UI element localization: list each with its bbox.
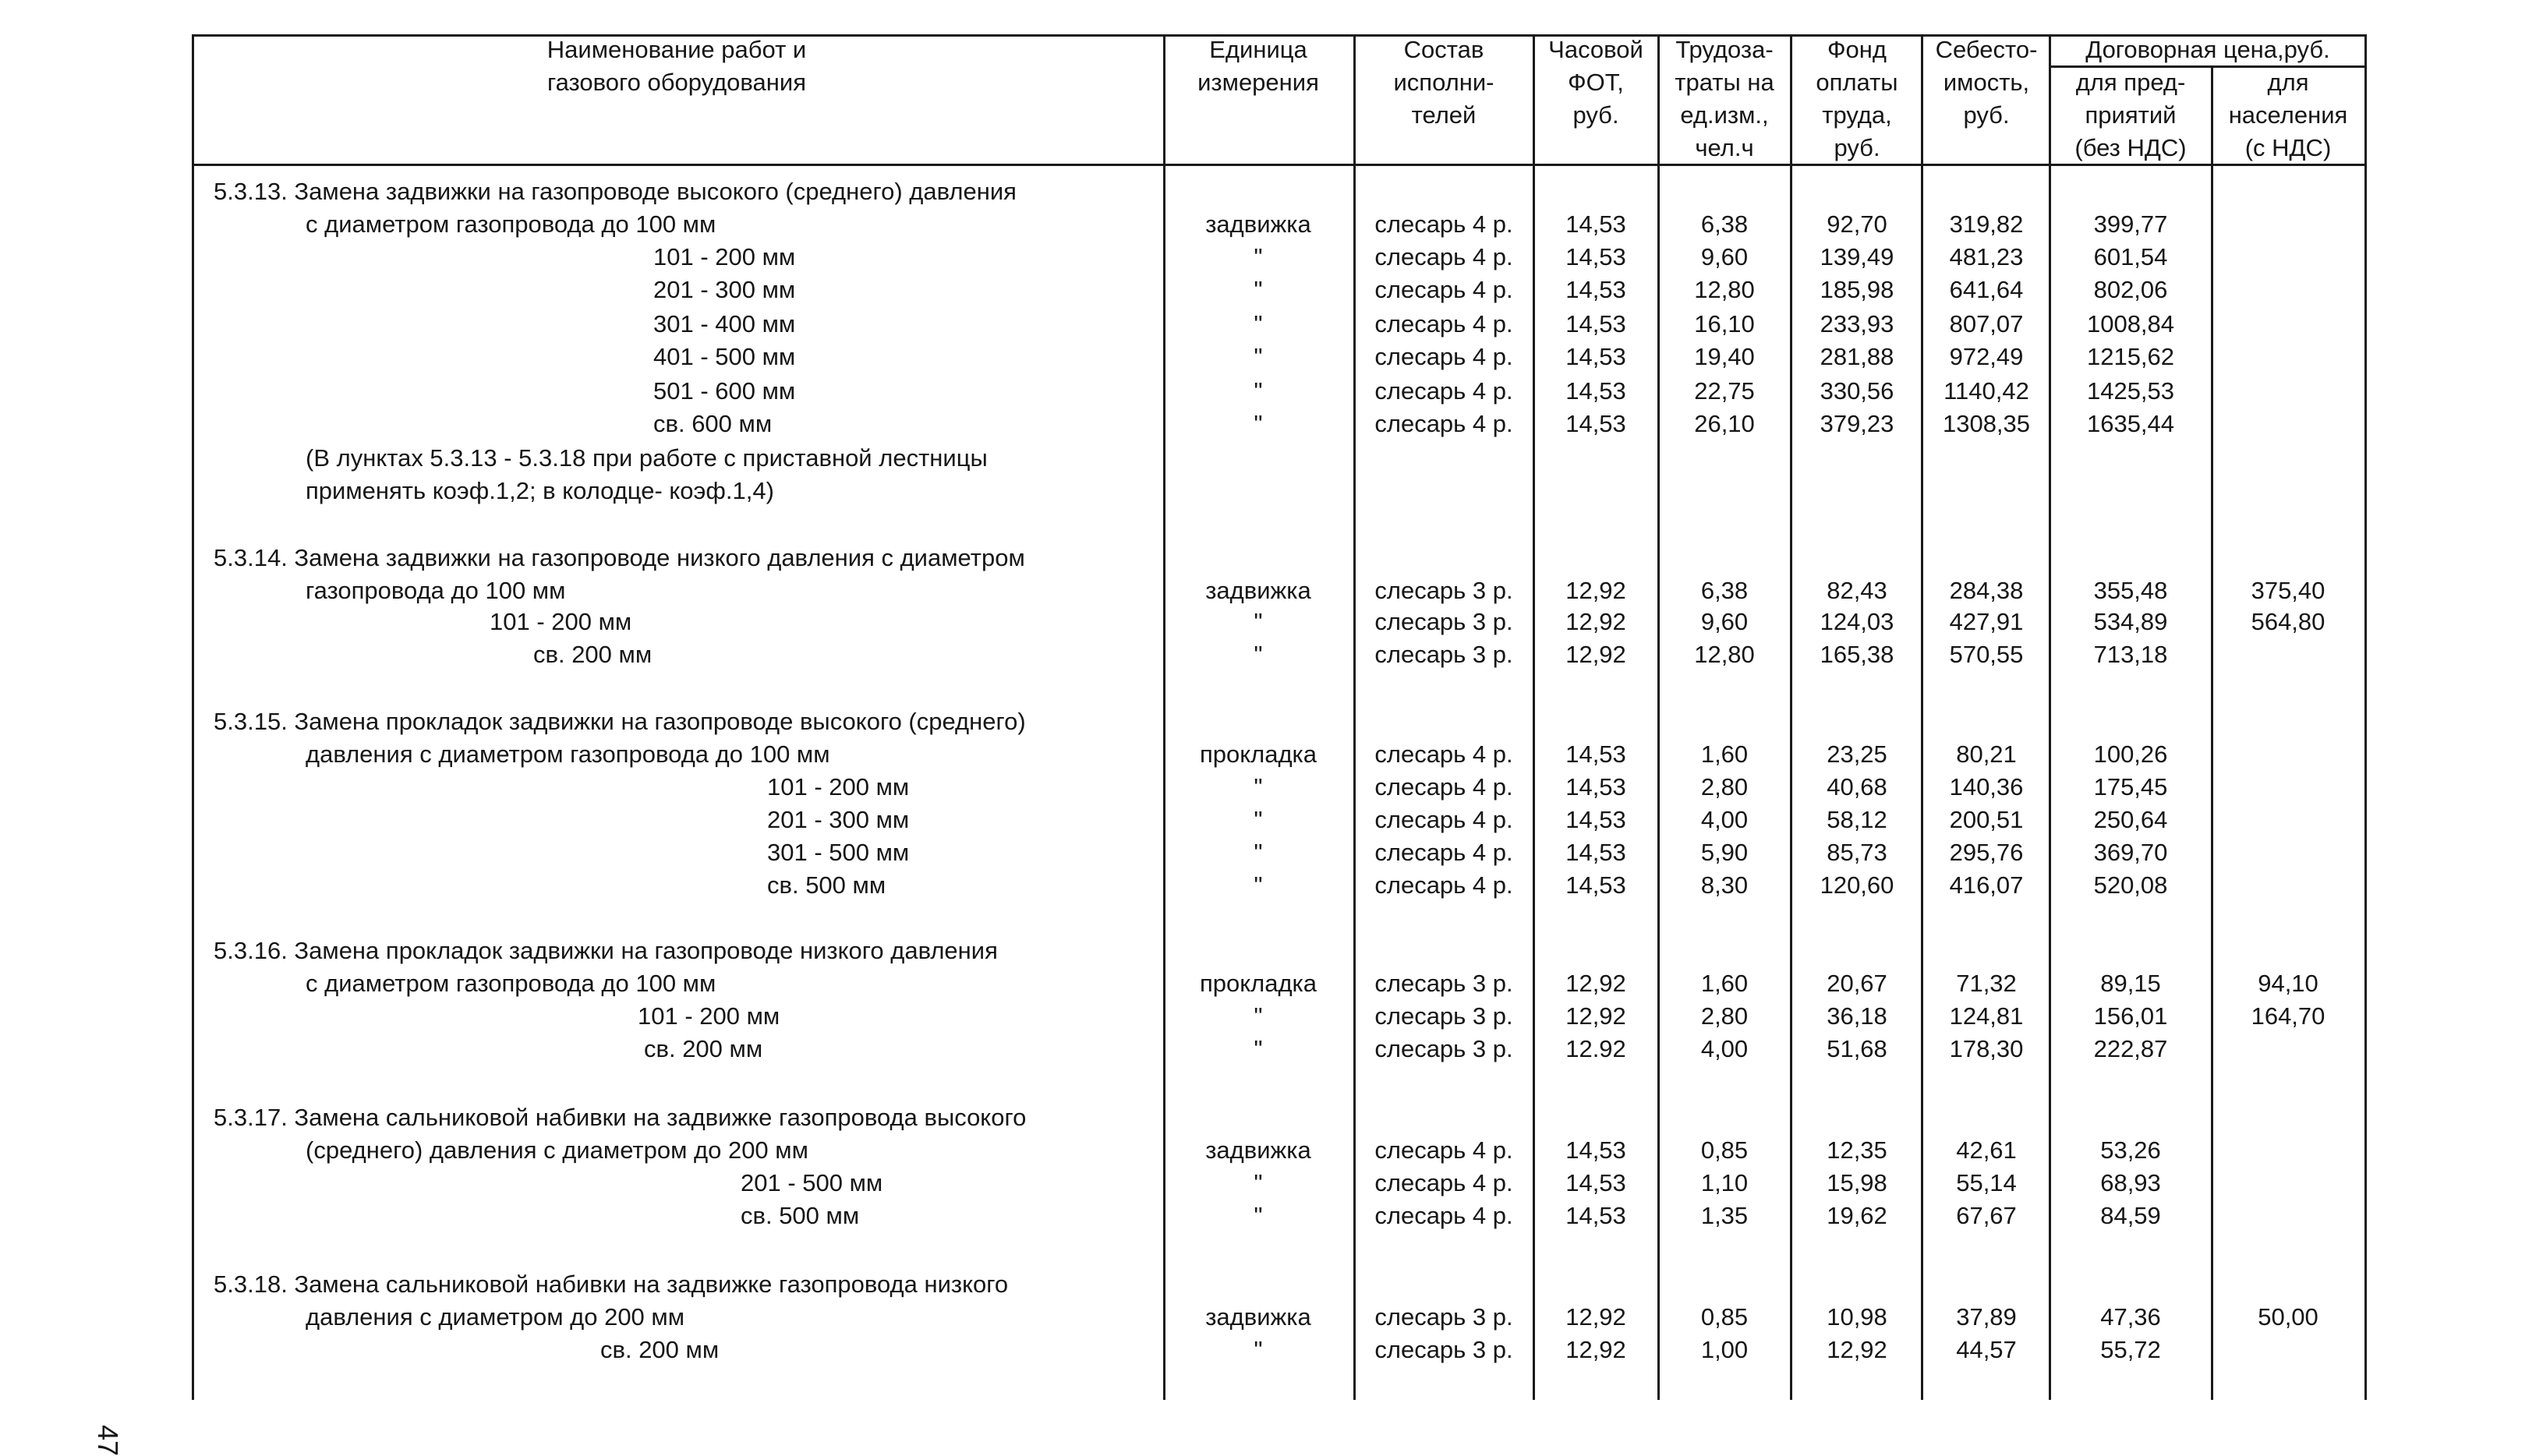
labor-cell: 12,80 [1694,641,1755,668]
unit-cell: задвижка [1205,1136,1311,1164]
price-enterprise-cell: 84,59 [2100,1202,2161,1229]
item-diameter: 501 - 600 мм [653,377,796,405]
wage-fund-cell: 165,38 [1820,641,1894,668]
header-labor-line-1: Трудоза- [1675,36,1774,63]
staff-cell: слесарь 4 р. [1374,1169,1513,1196]
price-enterprise-cell: 601,54 [2093,243,2168,270]
header-name-line-2: газового оборудования [547,69,806,96]
header-fot-line-2: ФОТ, [1568,69,1624,96]
staff-cell: слесарь 3 р. [1374,577,1513,604]
column-divider [1921,34,1923,1400]
column-divider [192,34,194,1400]
labor-cell: 4,00 [1700,806,1749,833]
hourly-fot-cell: 14,53 [1565,243,1626,270]
item-description: газопровода до 100 мм [306,577,566,604]
price-enterprise-cell: 369,70 [2093,839,2168,866]
item-diameter: 201 - 300 мм [653,276,796,303]
labor-cell: 8,30 [1700,871,1749,899]
cost-cell: 416,07 [1949,871,2024,899]
item-diameter: 201 - 500 мм [741,1169,883,1196]
header-fot-line-1: Часовой [1548,36,1643,63]
item-diameter: св. 200 мм [644,1035,763,1062]
hourly-fot-cell: 12,92 [1565,1002,1626,1030]
item-description: с диаметром газопровода до 100 мм [306,210,716,238]
labor-cell: 19,40 [1694,343,1755,370]
wage-fund-cell: 40,68 [1827,773,1887,800]
section-5-3-16-title: 5.3.16. Замена прокладок задвижки на газопроводе низкого давления [214,937,998,964]
unit-cell: " [1254,1169,1263,1196]
wage-fund-cell: 36,18 [1827,1002,1887,1030]
header-staff-line-3: телей [1411,101,1477,129]
cost-cell: 427,91 [1949,608,2024,635]
column-divider [2049,34,2051,1400]
cost-cell: 972,49 [1949,343,2024,370]
cost-cell: 1140,42 [1944,377,2029,405]
header-fund-line-4: руб. [1834,134,1880,161]
cost-cell: 140,36 [1949,773,2024,800]
hourly-fot-cell: 14,53 [1565,377,1626,405]
unit-cell: " [1254,276,1263,303]
unit-cell: " [1254,243,1263,270]
header-cost-line-1: Себесто- [1935,36,2038,63]
labor-cell: 22,75 [1694,377,1755,405]
staff-cell: слесарь 3 р. [1374,1035,1513,1062]
wage-fund-cell: 379,23 [1820,410,1894,437]
labor-cell: 0,85 [1700,1303,1749,1331]
cost-cell: 42,61 [1956,1136,2017,1164]
cost-cell: 178,30 [1949,1035,2024,1062]
section-5-3-14-title: 5.3.14. Замена задвижки на газопроводе низкого давления с диаметром [214,544,1025,571]
wage-fund-cell: 12,35 [1827,1136,1887,1164]
header-bottom-border [192,164,2367,166]
hourly-fot-cell: 14,53 [1565,410,1626,437]
section-5-3-15-title: 5.3.15. Замена прокладок задвижки на газопроводе высокого (среднего) [214,708,1026,735]
cost-cell: 295,76 [1949,839,2024,866]
labor-cell: 1,00 [1700,1336,1749,1363]
hourly-fot-cell: 14,53 [1565,210,1626,238]
wage-fund-cell: 139,49 [1820,243,1894,270]
cost-cell: 641,64 [1949,276,2024,303]
hourly-fot-cell: 14,53 [1565,1202,1626,1229]
price-enterprise-cell: 534,89 [2093,608,2168,635]
hourly-fot-cell: 14,53 [1565,276,1626,303]
price-enterprise-cell: 355,48 [2093,577,2168,604]
header-population-line-2: населения [2228,101,2348,129]
item-diameter: св. 600 мм [653,410,773,437]
item-diameter: 101 - 200 мм [490,608,632,635]
column-divider [1790,34,1792,1400]
staff-cell: слесарь 4 р. [1374,740,1513,768]
unit-cell: " [1254,410,1263,437]
header-fund-line-2: оплаты [1816,69,1898,96]
item-diameter: св. 500 мм [767,871,886,899]
price-enterprise-cell: 1635,44 [2086,410,2175,437]
header-name-line-1: Наименование работ и [546,36,807,63]
labor-cell: 6,38 [1700,210,1749,238]
item-description: (среднего) давления с диаметром до 200 мм [306,1136,808,1164]
column-divider [1163,34,1165,1400]
staff-cell: слесарь 3 р. [1374,608,1513,635]
header-staff-line-1: Состав [1403,36,1484,63]
staff-cell: слесарь 4 р. [1374,806,1513,833]
price-population-cell: 375,40 [2251,577,2325,604]
hourly-fot-cell: 12,92 [1565,970,1626,997]
price-enterprise-cell: 100,26 [2093,740,2168,768]
item-diameter: 101 - 200 мм [767,773,910,800]
staff-cell: слесарь 4 р. [1374,773,1513,800]
staff-cell: слесарь 3 р. [1374,1002,1513,1030]
labor-cell: 12,80 [1694,276,1755,303]
unit-cell: " [1254,1035,1263,1062]
hourly-fot-cell: 14,53 [1565,740,1626,768]
item-diameter: 101 - 200 мм [653,243,796,270]
wage-fund-cell: 185,98 [1820,276,1894,303]
wage-fund-cell: 330,56 [1820,377,1894,405]
cost-cell: 570,55 [1949,641,2024,668]
unit-cell: " [1254,377,1263,405]
staff-cell: слесарь 3 р. [1374,641,1513,668]
hourly-fot-cell: 12,92 [1565,1303,1626,1331]
wage-fund-cell: 20,67 [1827,970,1887,997]
wage-fund-cell: 233,93 [1820,310,1894,337]
price-enterprise-cell: 802,06 [2093,276,2168,303]
price-enterprise-cell: 250,64 [2093,806,2168,833]
unit-cell: задвижка [1205,1303,1311,1331]
section-note: (В лунктах 5.3.13 - 5.3.18 при работе с приставной лестницы [306,444,988,472]
header-enterprise-line-3: (без НДС) [2074,134,2187,161]
item-diameter: 101 - 200 мм [638,1002,780,1030]
column-divider [2211,65,2213,1400]
unit-cell: " [1254,343,1263,370]
price-enterprise-cell: 399,77 [2093,210,2168,238]
labor-cell: 1,35 [1700,1202,1749,1229]
wage-fund-cell: 10,98 [1827,1303,1887,1331]
hourly-fot-cell: 12.92 [1565,1035,1626,1062]
hourly-fot-cell: 12,92 [1565,641,1626,668]
header-staff-line-2: исполни- [1393,69,1494,96]
staff-cell: слесарь 4 р. [1374,210,1513,238]
staff-cell: слесарь 4 р. [1374,1202,1513,1229]
item-description: давления с диаметром газопровода до 100 мм [306,740,830,768]
unit-cell: " [1254,806,1263,833]
price-enterprise-cell: 713,18 [2093,641,2168,668]
price-enterprise-cell: 53,26 [2100,1136,2161,1164]
cost-cell: 284,38 [1949,577,2024,604]
price-population-cell: 564,80 [2251,608,2325,635]
header-population-line-3: (с НДС) [2244,134,2332,161]
wage-fund-cell: 15,98 [1827,1169,1887,1196]
header-fund-line-3: труда, [1822,101,1892,129]
price-enterprise-cell: 89,15 [2100,970,2161,997]
item-diameter: св. 200 мм [600,1336,720,1363]
labor-cell: 2,80 [1700,773,1749,800]
cost-cell: 44,57 [1956,1336,2017,1363]
cost-cell: 124,81 [1949,1002,2024,1030]
item-diameter: 201 - 300 мм [767,806,910,833]
price-population-cell: 94,10 [2258,970,2318,997]
wage-fund-cell: 12,92 [1827,1336,1887,1363]
price-enterprise-cell: 222,87 [2093,1035,2168,1062]
wage-fund-cell: 281,88 [1820,343,1894,370]
unit-cell: " [1254,871,1263,899]
cost-cell: 55,14 [1956,1169,2017,1196]
staff-cell: слесарь 4 р. [1374,839,1513,866]
header-cost-line-3: руб. [1963,101,2010,129]
hourly-fot-cell: 14,53 [1565,310,1626,337]
labor-cell: 26,10 [1694,410,1755,437]
wage-fund-cell: 19,62 [1827,1202,1887,1229]
wage-fund-cell: 58,12 [1827,806,1887,833]
labor-cell: 16,10 [1694,310,1755,337]
wage-fund-cell: 82,43 [1827,577,1887,604]
staff-cell: слесарь 4 р. [1374,243,1513,270]
header-fot-line-3: руб. [1572,101,1619,129]
cost-cell: 37,89 [1956,1303,2017,1331]
header-labor-line-2: траты на [1675,69,1774,96]
staff-cell: слесарь 4 р. [1374,310,1513,337]
labor-cell: 0,85 [1700,1136,1749,1164]
staff-cell: слесарь 3 р. [1374,970,1513,997]
item-diameter: св. 500 мм [741,1202,860,1229]
header-enterprise-line-2: приятий [2085,101,2177,129]
price-enterprise-cell: 156,01 [2093,1002,2168,1030]
price-enterprise-cell: 520,08 [2093,871,2168,899]
staff-cell: слесарь 4 р. [1374,1136,1513,1164]
hourly-fot-cell: 14,53 [1565,839,1626,866]
staff-cell: слесарь 4 р. [1374,871,1513,899]
staff-cell: слесарь 3 р. [1374,1336,1513,1363]
unit-cell: задвижка [1205,577,1311,604]
labor-cell: 1,60 [1700,970,1749,997]
hourly-fot-cell: 12,92 [1565,577,1626,604]
staff-cell: слесарь 3 р. [1374,1303,1513,1331]
section-5-3-17-title: 5.3.17. Замена сальниковой набивки на задвижке газопровода высокого [214,1104,1027,1131]
section-note: применять коэф.1,2; в колодце- коэф.1,4) [306,477,774,504]
section-5-3-13-title: 5.3.13. Замена задвижки на газопроводе высокого (среднего) давления [214,178,1017,205]
staff-cell: слесарь 4 р. [1374,276,1513,303]
section-5-3-18-title: 5.3.18. Замена сальниковой набивки на задвижке газопровода низкого [214,1270,1009,1298]
hourly-fot-cell: 14,53 [1565,871,1626,899]
staff-cell: слесарь 4 р. [1374,377,1513,405]
hourly-fot-cell: 12,92 [1565,608,1626,635]
staff-cell: слесарь 4 р. [1374,410,1513,437]
price-enterprise-cell: 175,45 [2093,773,2168,800]
price-enterprise-cell: 1008,84 [2086,310,2175,337]
labor-cell: 6,38 [1700,577,1749,604]
unit-cell: задвижка [1205,210,1311,238]
hourly-fot-cell: 14,53 [1565,773,1626,800]
hourly-fot-cell: 12,92 [1565,1336,1626,1363]
price-enterprise-cell: 1215,62 [2086,343,2175,370]
unit-cell: " [1254,641,1263,668]
header-unit-line-2: измерения [1197,69,1319,96]
header-unit-line-1: Единица [1209,36,1307,63]
item-diameter: 401 - 500 мм [653,343,796,370]
labor-cell: 1,60 [1700,740,1749,768]
cost-cell: 71,32 [1956,970,2017,997]
wage-fund-cell: 124,03 [1820,608,1894,635]
hourly-fot-cell: 14,53 [1565,343,1626,370]
cost-cell: 67,67 [1956,1202,2017,1229]
unit-cell: " [1254,773,1263,800]
wage-fund-cell: 23,25 [1827,740,1887,768]
item-description: давления с диаметром до 200 мм [306,1303,685,1331]
unit-cell: " [1254,839,1263,866]
item-description: с диаметром газопровода до 100 мм [306,970,716,997]
price-enterprise-cell: 55,72 [2100,1336,2161,1363]
unit-cell: прокладка [1199,740,1317,768]
price-enterprise-cell: 47,36 [2100,1303,2161,1331]
labor-cell: 4,00 [1700,1035,1749,1062]
labor-cell: 9,60 [1700,243,1749,270]
header-fund-line-1: Фонд [1827,36,1887,63]
price-population-cell: 50,00 [2258,1303,2318,1331]
item-diameter: 301 - 500 мм [767,839,910,866]
unit-cell: " [1254,310,1263,337]
unit-cell: " [1254,1002,1263,1030]
header-cost-line-2: имость, [1943,69,2030,96]
column-divider [1657,34,1660,1400]
unit-cell: " [1254,1336,1263,1363]
labor-cell: 5,90 [1700,839,1749,866]
price-population-cell: 164,70 [2251,1002,2325,1030]
header-population-line-1: для [2267,69,2309,96]
labor-cell: 9,60 [1700,608,1749,635]
header-contract-price: Договорная цена,руб. [2085,36,2330,63]
column-divider [1353,34,1356,1400]
hourly-fot-cell: 14,53 [1565,1169,1626,1196]
header-labor-line-3: ед.изм., [1680,101,1769,129]
unit-cell: " [1254,608,1263,635]
item-diameter: св. 200 мм [533,641,653,668]
wage-fund-cell: 92,70 [1827,210,1887,238]
price-enterprise-cell: 68,93 [2100,1169,2161,1196]
cost-cell: 200,51 [1949,806,2024,833]
staff-cell: слесарь 4 р. [1374,343,1513,370]
cost-cell: 1308,35 [1942,410,2031,437]
cost-cell: 80,21 [1956,740,2017,768]
page-number: 47 [92,1425,124,1456]
cost-cell: 319,82 [1949,210,2024,238]
hourly-fot-cell: 14,53 [1565,1136,1626,1164]
item-diameter: 301 - 400 мм [653,310,796,337]
unit-cell: прокладка [1199,970,1317,997]
cost-cell: 807,07 [1949,310,2024,337]
column-divider [2364,34,2367,1400]
header-enterprise-line-1: для пред- [2075,69,2186,96]
header-labor-line-4: чел.ч [1695,134,1754,161]
wage-fund-cell: 51,68 [1827,1035,1887,1062]
labor-cell: 1,10 [1700,1169,1749,1196]
hourly-fot-cell: 14,53 [1565,806,1626,833]
price-enterprise-cell: 1425,53 [2086,377,2175,405]
wage-fund-cell: 120,60 [1820,871,1894,899]
wage-fund-cell: 85,73 [1827,839,1887,866]
labor-cell: 2,80 [1700,1002,1749,1030]
column-divider [1533,34,1535,1400]
unit-cell: " [1254,1202,1263,1229]
cost-cell: 481,23 [1949,243,2024,270]
